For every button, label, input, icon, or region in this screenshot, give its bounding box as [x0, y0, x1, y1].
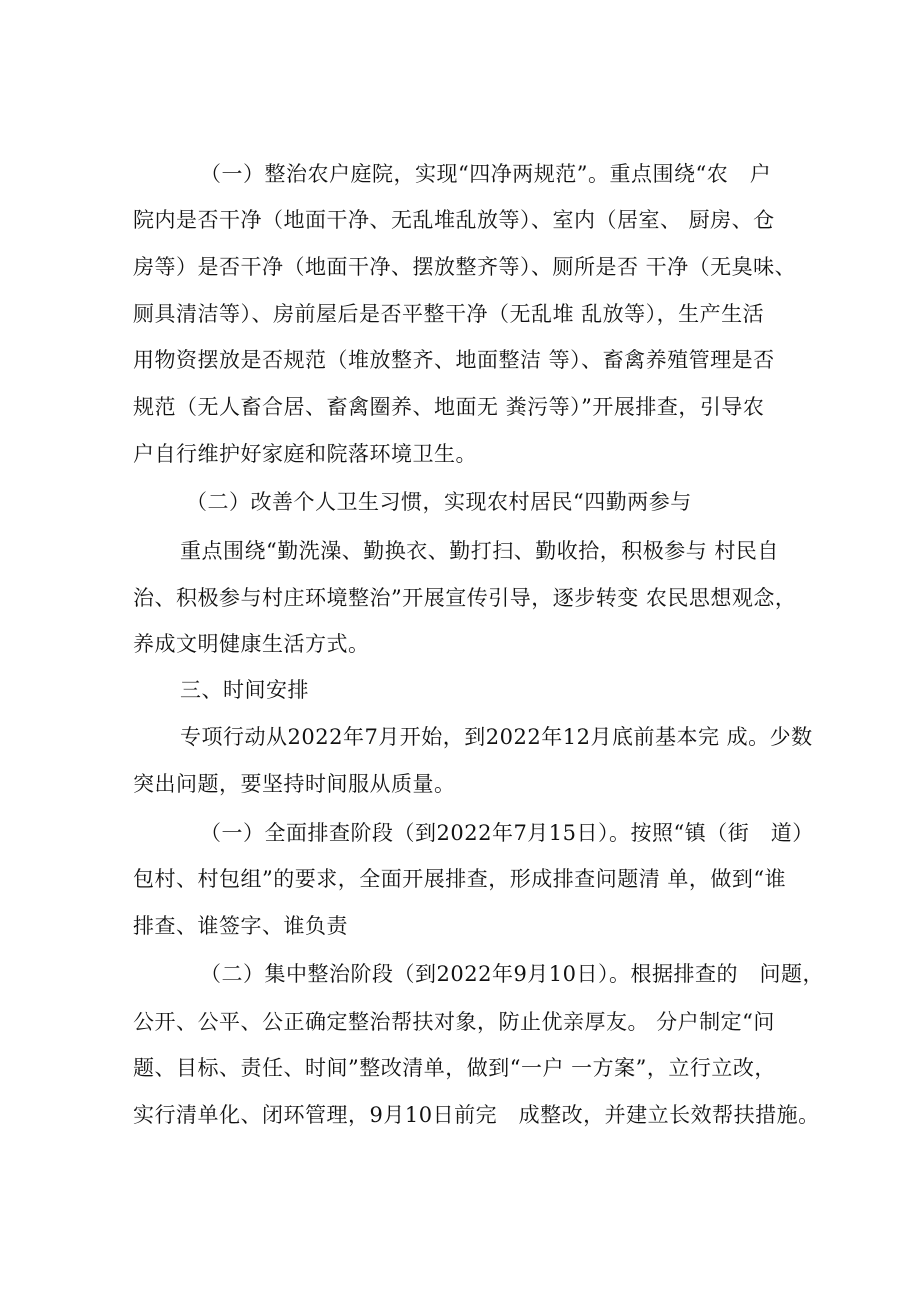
text-line: 用物资摆放是否规范（堆放整齐、地面整洁 等）、畜禽养殖管理是否 — [133, 348, 775, 372]
text-line: 专项行动从2022年7月开始，到2022年12月底前基本完 成。少数 — [180, 725, 813, 749]
text-line: 治、积极参与村庄环境整治”开展宣传引导，逐步转变 农民思想观念， — [133, 586, 797, 610]
text-line: 包村、村包组”的要求，全面开展排查，形成排查问题清 单，做到“谁 — [133, 867, 787, 891]
text-line: （二）集中整治阶段（到2022年9月10日）。根据排查的 问题， — [200, 962, 825, 986]
section-heading: 三、时间安排 — [180, 678, 309, 702]
text-line: 厕具清洁等）、房前屋后是否平整干净（无乱堆 乱放等），生产生活 — [133, 302, 765, 326]
text-line: 养成文明健康生活方式。 — [133, 632, 370, 656]
text-line: 突出问题，要坚持时间服从质量。 — [133, 772, 456, 796]
text-line: 实行清单化、闭环管理，9月10日前完 成整改，并建立长效帮扶措施。 — [133, 1103, 820, 1127]
text-line: 重点围绕“勤洗澡、勤换衣、勤打扫、勤收拾，积极参与 村民自 — [180, 539, 779, 563]
text-line: 院内是否干净（地面干净、无乱堆乱放等）、室内（居室、 厨房、仓 — [133, 208, 775, 232]
text-line: 房等）是否干净（地面干净、摆放整齐等）、厕所是否 干净（无臭味、 — [133, 255, 797, 279]
text-line: 排查、谁签字、谁负责 — [133, 914, 348, 938]
text-line: 题、目标、责任、时间”整改清单，做到“一户 一方案”，立行立改， — [133, 1056, 776, 1080]
text-line: （一）整治农户庭院，实现“四净两规范”。重点围绕“农 户 — [200, 162, 772, 186]
text-line: 规范（无人畜合居、畜禽圈养、地面无 粪污等）”开展排查，引导农 — [133, 395, 765, 419]
text-line: 户自行维护好家庭和院落环境卫生。 — [133, 442, 477, 466]
text-line: 公开、公平、公正确定整治帮扶对象，防止优亲厚友。 分户制定“问 — [133, 1010, 775, 1034]
text-line: （一）全面排查阶段（到2022年7月15日）。按照“镇（街 道） — [200, 821, 814, 845]
text-line: （二）改善个人卫生习惯，实现农村居民“四勤两参与 — [186, 490, 692, 514]
